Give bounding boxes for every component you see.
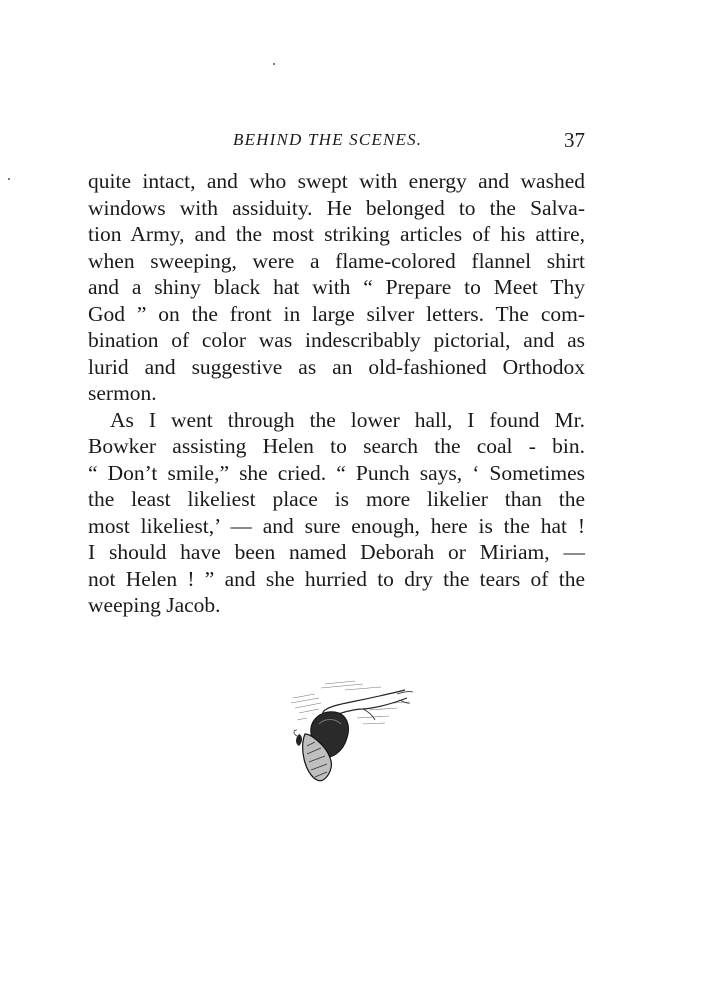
paragraph — [88, 168, 585, 407]
text-line: most likeliest,’ — and sure enough, here is the hat ! — [88, 513, 585, 538]
text-line: when sweeping, were a flame-colored flannel shirt — [88, 248, 585, 273]
paragraph — [88, 407, 585, 619]
text-line: and a shiny black hat with “ Prepare to Meet Thy — [88, 275, 585, 299]
text-line: bination of color was indescribably pictorial, and as — [88, 328, 585, 352]
text-line: sermon. — [88, 381, 157, 405]
text-line: lurid and suggestive as an old-fashioned Orthodox — [88, 354, 585, 379]
text-line: the least likeliest place is more likelier than the — [88, 487, 585, 511]
page-number: 37 — [564, 128, 585, 152]
running-head: BEHIND THE SCENES. — [233, 130, 423, 149]
body-text — [88, 168, 585, 619]
text-line: quite intact, and who swept with energy and washed — [88, 169, 585, 193]
print-speck — [273, 63, 275, 65]
text-line: weeping Jacob. — [88, 593, 221, 617]
text-line: As I went through the lower hall, I found Mr. — [110, 407, 585, 432]
text-line: not Helen ! ” and she hurried to dry the tears of the — [88, 566, 585, 591]
hand-holding-hat-icon — [285, 676, 415, 786]
text-line: tion Army, and the most striking articles of his attire, — [88, 222, 585, 246]
text-line: God ” on the front in large silver letters. The com- — [88, 301, 585, 326]
text-line: Bowker assisting Helen to search the coal - bin. — [88, 434, 585, 458]
text-line: “ Don’t smile,” she cried. “ Punch says, ‘ Sometimes — [88, 460, 585, 485]
print-speck — [8, 178, 10, 180]
text-line: windows with assiduity. He belonged to the Salva- — [88, 195, 585, 220]
page-header — [88, 128, 585, 154]
text-line: I should have been named Deborah or Miriam, — — [88, 540, 585, 564]
